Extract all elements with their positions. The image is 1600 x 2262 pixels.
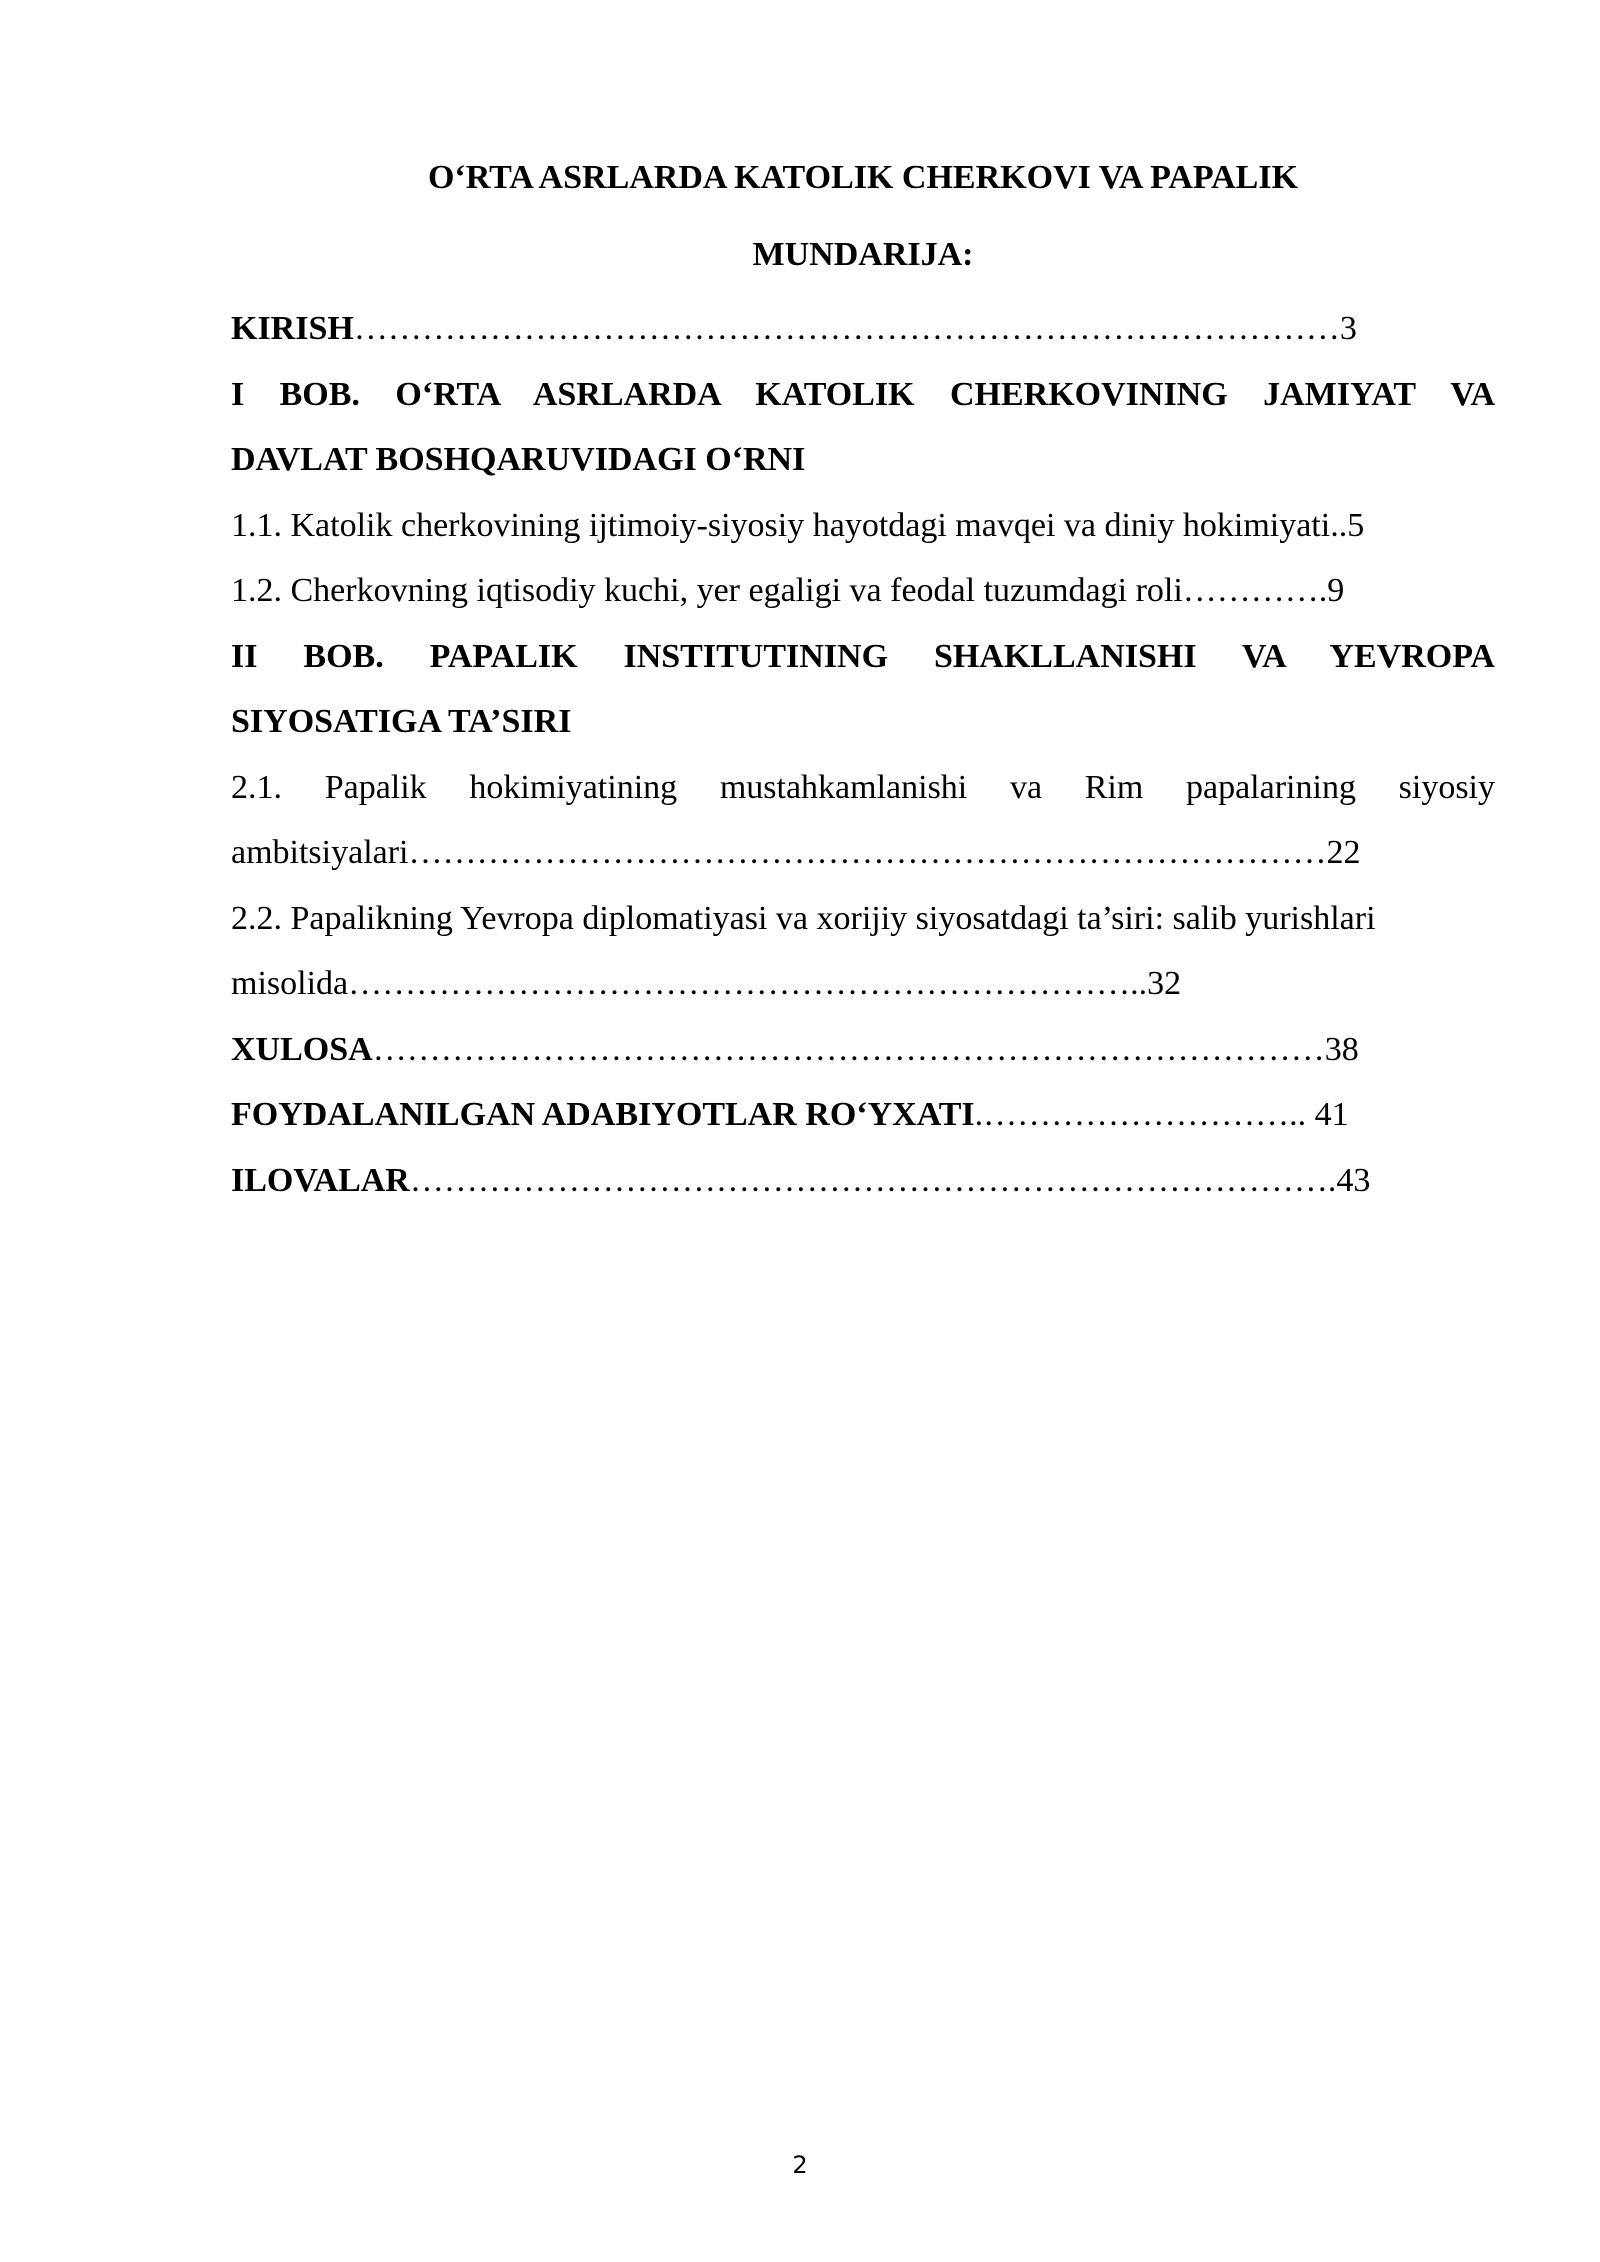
toc-entry-label: XULOSA	[231, 1030, 373, 1068]
toc-page-number: 41	[1314, 1096, 1349, 1133]
toc-chapter-2-line-2[interactable]: SIYOSATIGA TA’SIRI	[231, 703, 572, 740]
toc-entry-ilovalar[interactable]	[231, 1148, 1495, 1214]
toc-entry-adabiyotlar[interactable]	[231, 1082, 1495, 1148]
toc-entry-label: KIRISH	[231, 310, 354, 347]
toc-section-1-1[interactable]: 1.1. Katolik cherkovining ijtimoiy-siyosiy hayotdagi mavqei va diniy hokimiyati..5	[231, 506, 1365, 544]
toc-page-number: 38	[1324, 1030, 1359, 1068]
toc-chapter-1-line-2[interactable]: DAVLAT BOSHQARUVIDAGI O‘RNI	[231, 441, 806, 478]
toc-leader: ……………………………………………………………………………	[353, 310, 1340, 347]
toc-section-1-2[interactable]: 1.2. Cherkovning iqtisodiy kuchi, yer egaligi va feodal tuzumdagi roli………….9	[231, 572, 1345, 609]
document-page	[231, 148, 1495, 1213]
toc-section-2-2-line-2[interactable]: misolida……………………………………………………………..32	[231, 965, 1182, 1002]
toc-section-2-1-line-2[interactable]: ambitsiyalari………………………………………………………………………22	[231, 834, 1361, 871]
toc-leader: …………………………………………………………………………	[372, 1030, 1325, 1068]
toc-page-number: 43	[1336, 1161, 1371, 1199]
document-title: O‘RTA ASRLARDA KATOLIK CHERKOVI VA PAPALIK	[427, 159, 1299, 196]
toc-entry-label: FOYDALANILGAN ADABIYOTLAR RO‘YXATI	[231, 1096, 975, 1133]
toc-entry-label: ILOVALAR	[231, 1161, 410, 1199]
page-number: 2	[792, 2151, 808, 2179]
toc-entry-xulosa[interactable]	[231, 1017, 1495, 1083]
toc-leader: .………………………..	[974, 1096, 1315, 1133]
toc-chapter-1-line-1[interactable]: I BOB. O‘RTA ASRLARDA KATOLIK CHERKOVINING JAMIYAT VA	[231, 375, 1495, 413]
toc-leader: ……………………………………………………………………….	[409, 1161, 1337, 1199]
toc-section-2-1-line-1[interactable]: 2.1. Papalik hokimiyatining mustahkamlanishi va Rim papalarining siyosiy	[231, 768, 1495, 806]
toc-heading: MUNDARIJA:	[752, 236, 974, 273]
toc-entry-kirish[interactable]	[231, 296, 1495, 362]
toc-page-number: 3	[1339, 310, 1357, 347]
toc-chapter-2-line-1[interactable]: II BOB. PAPALIK INSTITUTINING SHAKLLANISHI VA YEVROPA	[231, 637, 1495, 675]
table-of-contents	[231, 296, 1495, 1213]
toc-section-2-2-line-1[interactable]: 2.2. Papalikning Yevropa diplomatiyasi va xorijiy siyosatdagi ta’siri: salib yurishlari	[231, 899, 1376, 937]
